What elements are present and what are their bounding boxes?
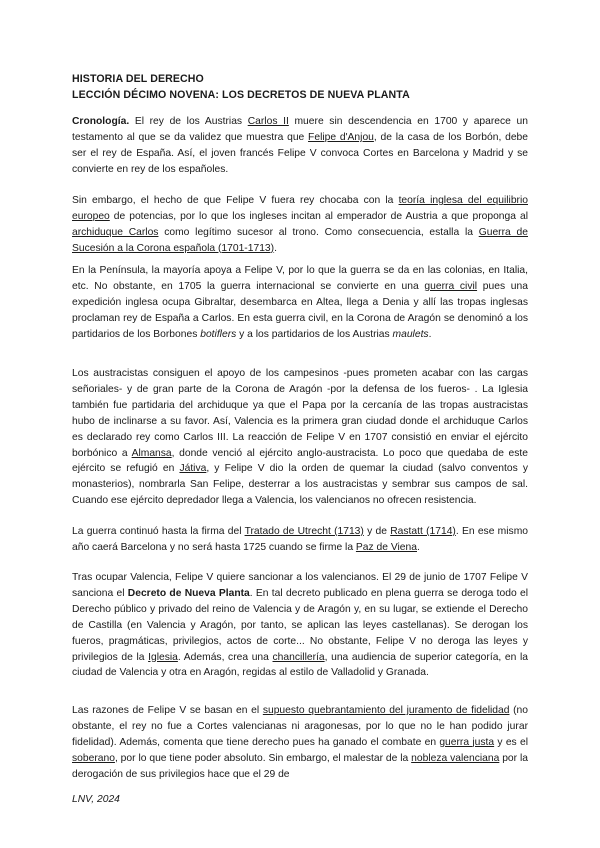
- text-run: Sin embargo, el hecho de que Felipe V fuera rey chocaba con la: [72, 195, 399, 206]
- text-run: Los austracistas consiguen el apoyo de los campesinos -pues prometen acabar con las cargas señoriales- y de gran parte de la Corona de Aragón -por la defensa de los fueros- . La Iglesia también fue partidaria del archiduque ya que el Papa por la cercanía de las tropas austracistas hubo de inclinarse a su favor. Así, Valencia es la primera gran ciudad donde el archiduque Carlos es declarado rey como Carlos III. La reacción de Felipe V en 1707 consistió en enviar el ejército borbónico a: [72, 368, 528, 459]
- paragraph-nueva-planta: [72, 570, 528, 681]
- text-run: , y Felipe V dio la orden de quemar la ciudad (salvo conventos y monasterios), nombrarla San Felipe, desterrar a los austracistas y sembrar sus campos de sal. Cuando ese ejército depredador llega a Valencia, los valencianos no ofrecen resistencia.: [72, 463, 529, 507]
- text-run: y a los partidarios de los Austrias: [236, 328, 393, 340]
- text-run: , por lo que tiene poder absoluto. Sin embargo, el malestar de la: [114, 752, 412, 764]
- text-run: La guerra continuó hasta la firma del: [72, 526, 245, 537]
- text-run: , una audiencia de superior categoría, en la ciudad de Valencia y otra en Aragón, regidas al estilo de Valladolid y Granada.: [72, 651, 528, 679]
- text-run: .: [428, 328, 432, 340]
- text-run: por la derogación de sus privilegios hace que el 29 de: [72, 752, 528, 780]
- italic-term: maulets: [392, 328, 429, 340]
- underlined-term: soberano: [72, 752, 115, 764]
- italic-term: botiflers: [200, 328, 237, 340]
- paragraph-razones: [72, 703, 528, 783]
- underlined-term: teoría inglesa del equilibrio europeo: [72, 195, 528, 222]
- footer-author-year: LNV, 2024: [72, 794, 120, 805]
- underlined-term: Tratado de Utrecht (1713): [244, 526, 364, 537]
- underlined-term: Játiva: [179, 463, 207, 475]
- underlined-term: Carlos II: [247, 116, 289, 127]
- underlined-term: Paz de Viena: [355, 541, 417, 553]
- paragraph-austracistas: [72, 366, 528, 509]
- text-run: muere sin descendencia en 1700 y aparece un testamento al que se da validez que muestra que: [72, 116, 528, 143]
- text-run: y es el: [494, 736, 528, 748]
- underlined-term: archiduque Carlos: [72, 226, 159, 238]
- underlined-term: supuesto quebrantamiento del juramento de fidelidad: [262, 705, 510, 716]
- underlined-term: chancillería: [272, 651, 325, 663]
- text-run: como legítimo sucesor al trono. Como consecuencia, estalla la: [158, 226, 479, 238]
- text-run: .: [417, 541, 420, 553]
- text-run: , de la casa de los Borbón, debe ser el rey de España. Así, el joven francés Felipe V convoca Cortes en Barcelona y Madrid y se convierte en rey de los españoles.: [72, 131, 528, 175]
- underlined-term: Almansa: [131, 447, 172, 459]
- bold-term: Decreto de Nueva Planta: [127, 587, 250, 599]
- lesson-title: LECCIÓN DÉCIMO NOVENA: LOS DECRETOS DE NUEVA PLANTA: [72, 89, 410, 101]
- text-run: . Además, crea una: [177, 651, 273, 663]
- underlined-term: guerra justa: [439, 736, 495, 748]
- text-run: . En tal decreto publicado en plena guerra se deroga todo el Derecho público y privado del reino de Valencia y de Aragón y, en su lugar, se extiende el Derecho de Castilla (en Valencia y Aragón, por tanto, se aplican las leyes castellanas). Se derogan los fueros, pragmáticas, privilegios, actos de corte... No obstante, Felipe V no deroga las leyes y privilegios de la: [72, 587, 528, 663]
- text-run: y de: [363, 526, 391, 537]
- text-run: Las razones de Felipe V se basan en el: [72, 705, 263, 716]
- text-run: (no obstante, el rey no fue a Cortes valencianas ni aragonesas, por lo que no le han podido jurar fidelidad). Además, comenta que tiene derecho pues ha ganado el combate en: [72, 705, 529, 748]
- underlined-term: Guerra de Sucesión a la Corona española (1701-1713): [72, 226, 528, 254]
- paragraph-cronologia: [72, 114, 528, 178]
- text-run: pues una expedición inglesa ocupa Gibraltar, desembarca en Altea, llega a Denia y allí las tropas inglesas proclaman rey de España a Carlos. En esta guerra civil, en la Corona de Aragón se denominó a los partidarios de los Borbones: [72, 280, 528, 340]
- text-run: El rey de los Austrias: [129, 116, 248, 127]
- underlined-term: Iglesia: [148, 651, 178, 663]
- paragraph-equilibrio: [72, 193, 528, 257]
- underlined-term: Rastatt (1714): [390, 526, 456, 537]
- document-title: HISTORIA DEL DERECHO: [72, 73, 204, 85]
- text-run: Tras ocupar Valencia, Felipe V quiere sancionar a los valencianos. El 29 de junio de 1707 Felipe V sanciona el: [72, 572, 528, 599]
- paragraph-utrecht: [72, 524, 528, 556]
- paragraph-peninsula: [72, 263, 528, 343]
- text-run: , donde venció al ejército anglo-austracista. Lo poco que quedaba de este ejército se refugió en: [72, 447, 528, 475]
- text-run: En la Península, la mayoría apoya a Felipe V, por lo que la guerra se da en las colonias, en Italia, etc. No obstante, en 1705 la guerra internacional se convierte en una: [72, 265, 528, 292]
- text-run: de potencias, por lo que los ingleses incitan al emperador de Austria a que proponga al: [109, 210, 528, 222]
- bold-term: Cronología.: [72, 116, 130, 127]
- underlined-term: nobleza valenciana: [411, 752, 500, 764]
- text-run: .: [274, 242, 277, 254]
- text-run: . En ese mismo año caerá Barcelona y no será hasta 1725 cuando se firme la: [72, 526, 528, 553]
- underlined-term: guerra civil: [424, 280, 478, 292]
- underlined-term: Felipe d'Anjou: [308, 131, 374, 143]
